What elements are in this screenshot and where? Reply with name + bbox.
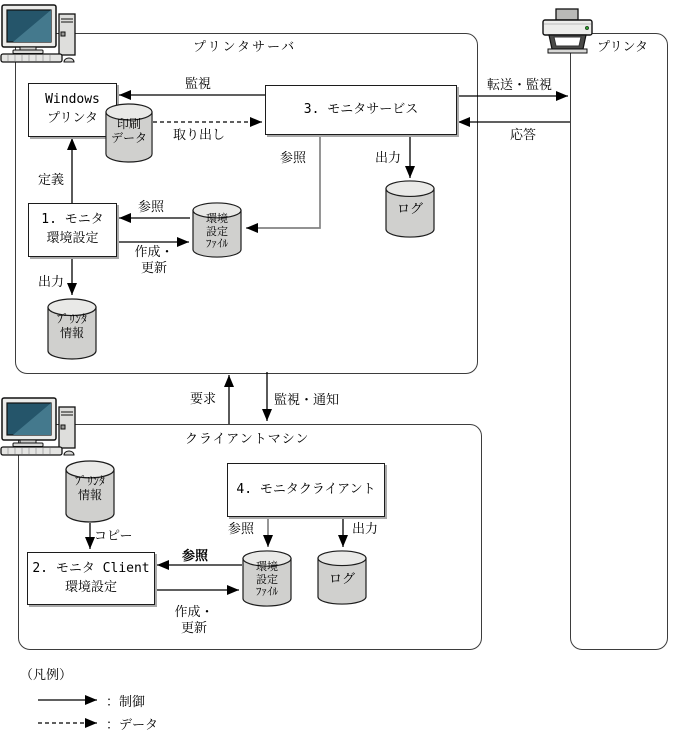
label-define: 定義: [38, 173, 65, 188]
log-server-cylinder: [385, 180, 435, 238]
label-transfer-monitor: 転送・監視: [487, 78, 553, 93]
monitor-client-env-config-box: [27, 552, 155, 605]
legend-control-label: ：制御: [106, 695, 146, 710]
computer-icon: [0, 2, 80, 64]
env-config-file-client-label: 環境 設定 ﾌｧｲﾙ: [256, 560, 278, 599]
printer-lane-container: [570, 33, 668, 650]
monitor-env-config-line1: 1. モニタ: [41, 212, 104, 228]
log-client-label: ログ: [328, 572, 355, 587]
label-reference-service: 参照: [280, 151, 307, 166]
monitor-client-env-config-line2: 環境設定: [64, 579, 117, 595]
log-client-cylinder: [317, 550, 367, 605]
monitor-client-box: [227, 463, 385, 517]
label-create-update-server: 作成・ 更新: [134, 245, 174, 276]
print-data-label: 印刷 データ: [110, 117, 147, 146]
printer-info-server-cylinder: [47, 298, 97, 360]
monitor-service-box: [265, 85, 457, 135]
legend-data-label: ：データ: [106, 718, 159, 733]
env-config-file-server-label: 環境 設定 ﾌｧｲﾙ: [206, 212, 228, 251]
label-output-client4: 出力: [352, 522, 379, 537]
label-monitor: 監視: [185, 77, 212, 92]
printer-title: プリンタ: [597, 40, 648, 55]
monitor-client-env-config-line1: 2. モニタ Client: [32, 560, 150, 576]
env-config-file-server-cylinder: [192, 202, 242, 258]
label-monitor-notify: 監視・通知: [274, 393, 340, 408]
label-response: 応答: [510, 128, 537, 143]
monitor-env-config-box: [28, 203, 117, 257]
label-reference-client2: 参照: [182, 549, 209, 564]
label-copy: コピー: [94, 529, 133, 544]
computer-icon: [0, 395, 80, 457]
printer-info-client-cylinder: [65, 460, 115, 523]
windows-printer-box: [28, 83, 117, 137]
printer-info-client-label: ﾌﾟﾘﾝﾀ 情報: [74, 474, 105, 503]
label-request: 要求: [190, 392, 217, 407]
printer-icon: [540, 8, 596, 55]
label-create-update-client: 作成・ 更新: [174, 605, 214, 636]
monitor-env-config-line2: 環境設定: [46, 231, 99, 246]
log-server-label: ログ: [396, 202, 423, 217]
client-machine-container: [18, 424, 482, 650]
windows-printer-line1: Windows: [45, 92, 100, 108]
label-output-box1: 出力: [38, 275, 65, 290]
printer-info-server-label: ﾌﾟﾘﾝﾀ 情報: [56, 312, 87, 341]
label-retrieve: 取り出し: [173, 128, 226, 143]
monitor-client-label: 4. モニタクライアント: [236, 481, 376, 497]
windows-printer-line2: プリンタ: [47, 111, 98, 126]
printer-server-title: プリンタサーバ: [193, 40, 297, 55]
label-reference-client4: 参照: [228, 522, 255, 537]
monitor-service-label: 3. モニタサービス: [303, 101, 419, 117]
legend-title: （凡例）: [20, 668, 73, 683]
client-machine-title: クライアントマシン: [185, 432, 310, 447]
label-reference-box1: 参照: [138, 200, 165, 215]
env-config-file-client-cylinder: [242, 550, 292, 607]
print-data-cylinder: [105, 103, 153, 163]
label-output-service: 出力: [375, 151, 402, 166]
